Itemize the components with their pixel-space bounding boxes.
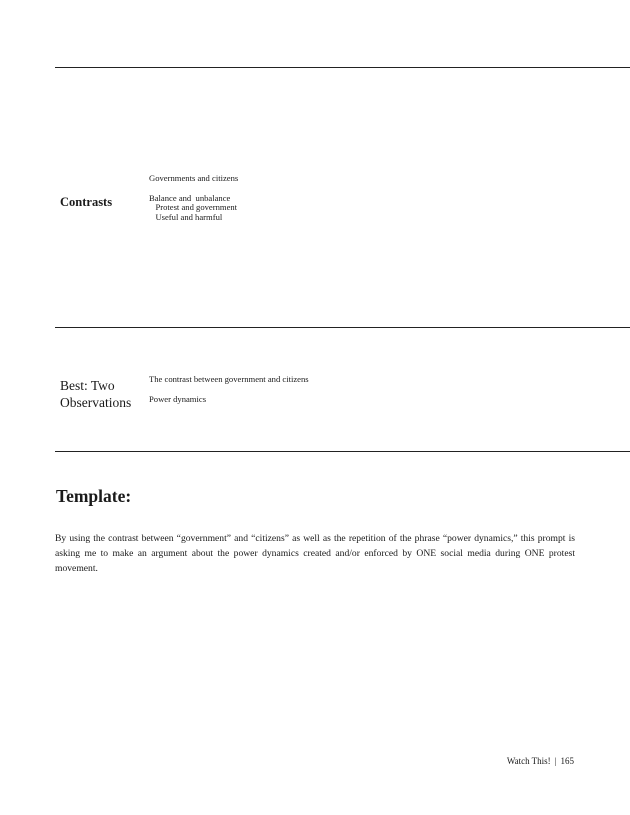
observation-item: Power dynamics xyxy=(149,393,207,404)
page-number: 165 xyxy=(560,756,574,766)
contrast-item: Protest and government xyxy=(149,202,238,212)
table-middle-rule xyxy=(55,327,630,328)
table-bottom-rule xyxy=(55,451,630,452)
contrast-item: Governments and citizens xyxy=(149,173,239,183)
observations-cell xyxy=(149,375,309,404)
template-heading: Template: xyxy=(56,486,132,506)
observation-item: The contrast between government and citizens xyxy=(149,374,309,384)
best-label-line1: Best: Two xyxy=(60,378,115,393)
page-footer xyxy=(507,756,574,766)
contrasts-cell xyxy=(149,174,238,222)
contrasts-label: Contrasts xyxy=(60,195,113,209)
contrast-item: Useful and harmful xyxy=(149,211,223,222)
contrast-item: Balance and unbalance xyxy=(149,192,231,203)
template-paragraph: By using the contrast between “government” and “citizens” as well as the repetition of the phrase “power dynamics,” this prompt is asking me to make an argument about the power dynamics created and/or enforced by ONE social media during ONE protest movement. xyxy=(55,533,575,574)
footer-separator: | xyxy=(554,756,557,766)
best-label-line2: Observations xyxy=(60,395,132,410)
table-top-rule xyxy=(55,67,630,68)
best-observations-label xyxy=(60,377,131,411)
footer-title: Watch This! xyxy=(506,756,551,766)
